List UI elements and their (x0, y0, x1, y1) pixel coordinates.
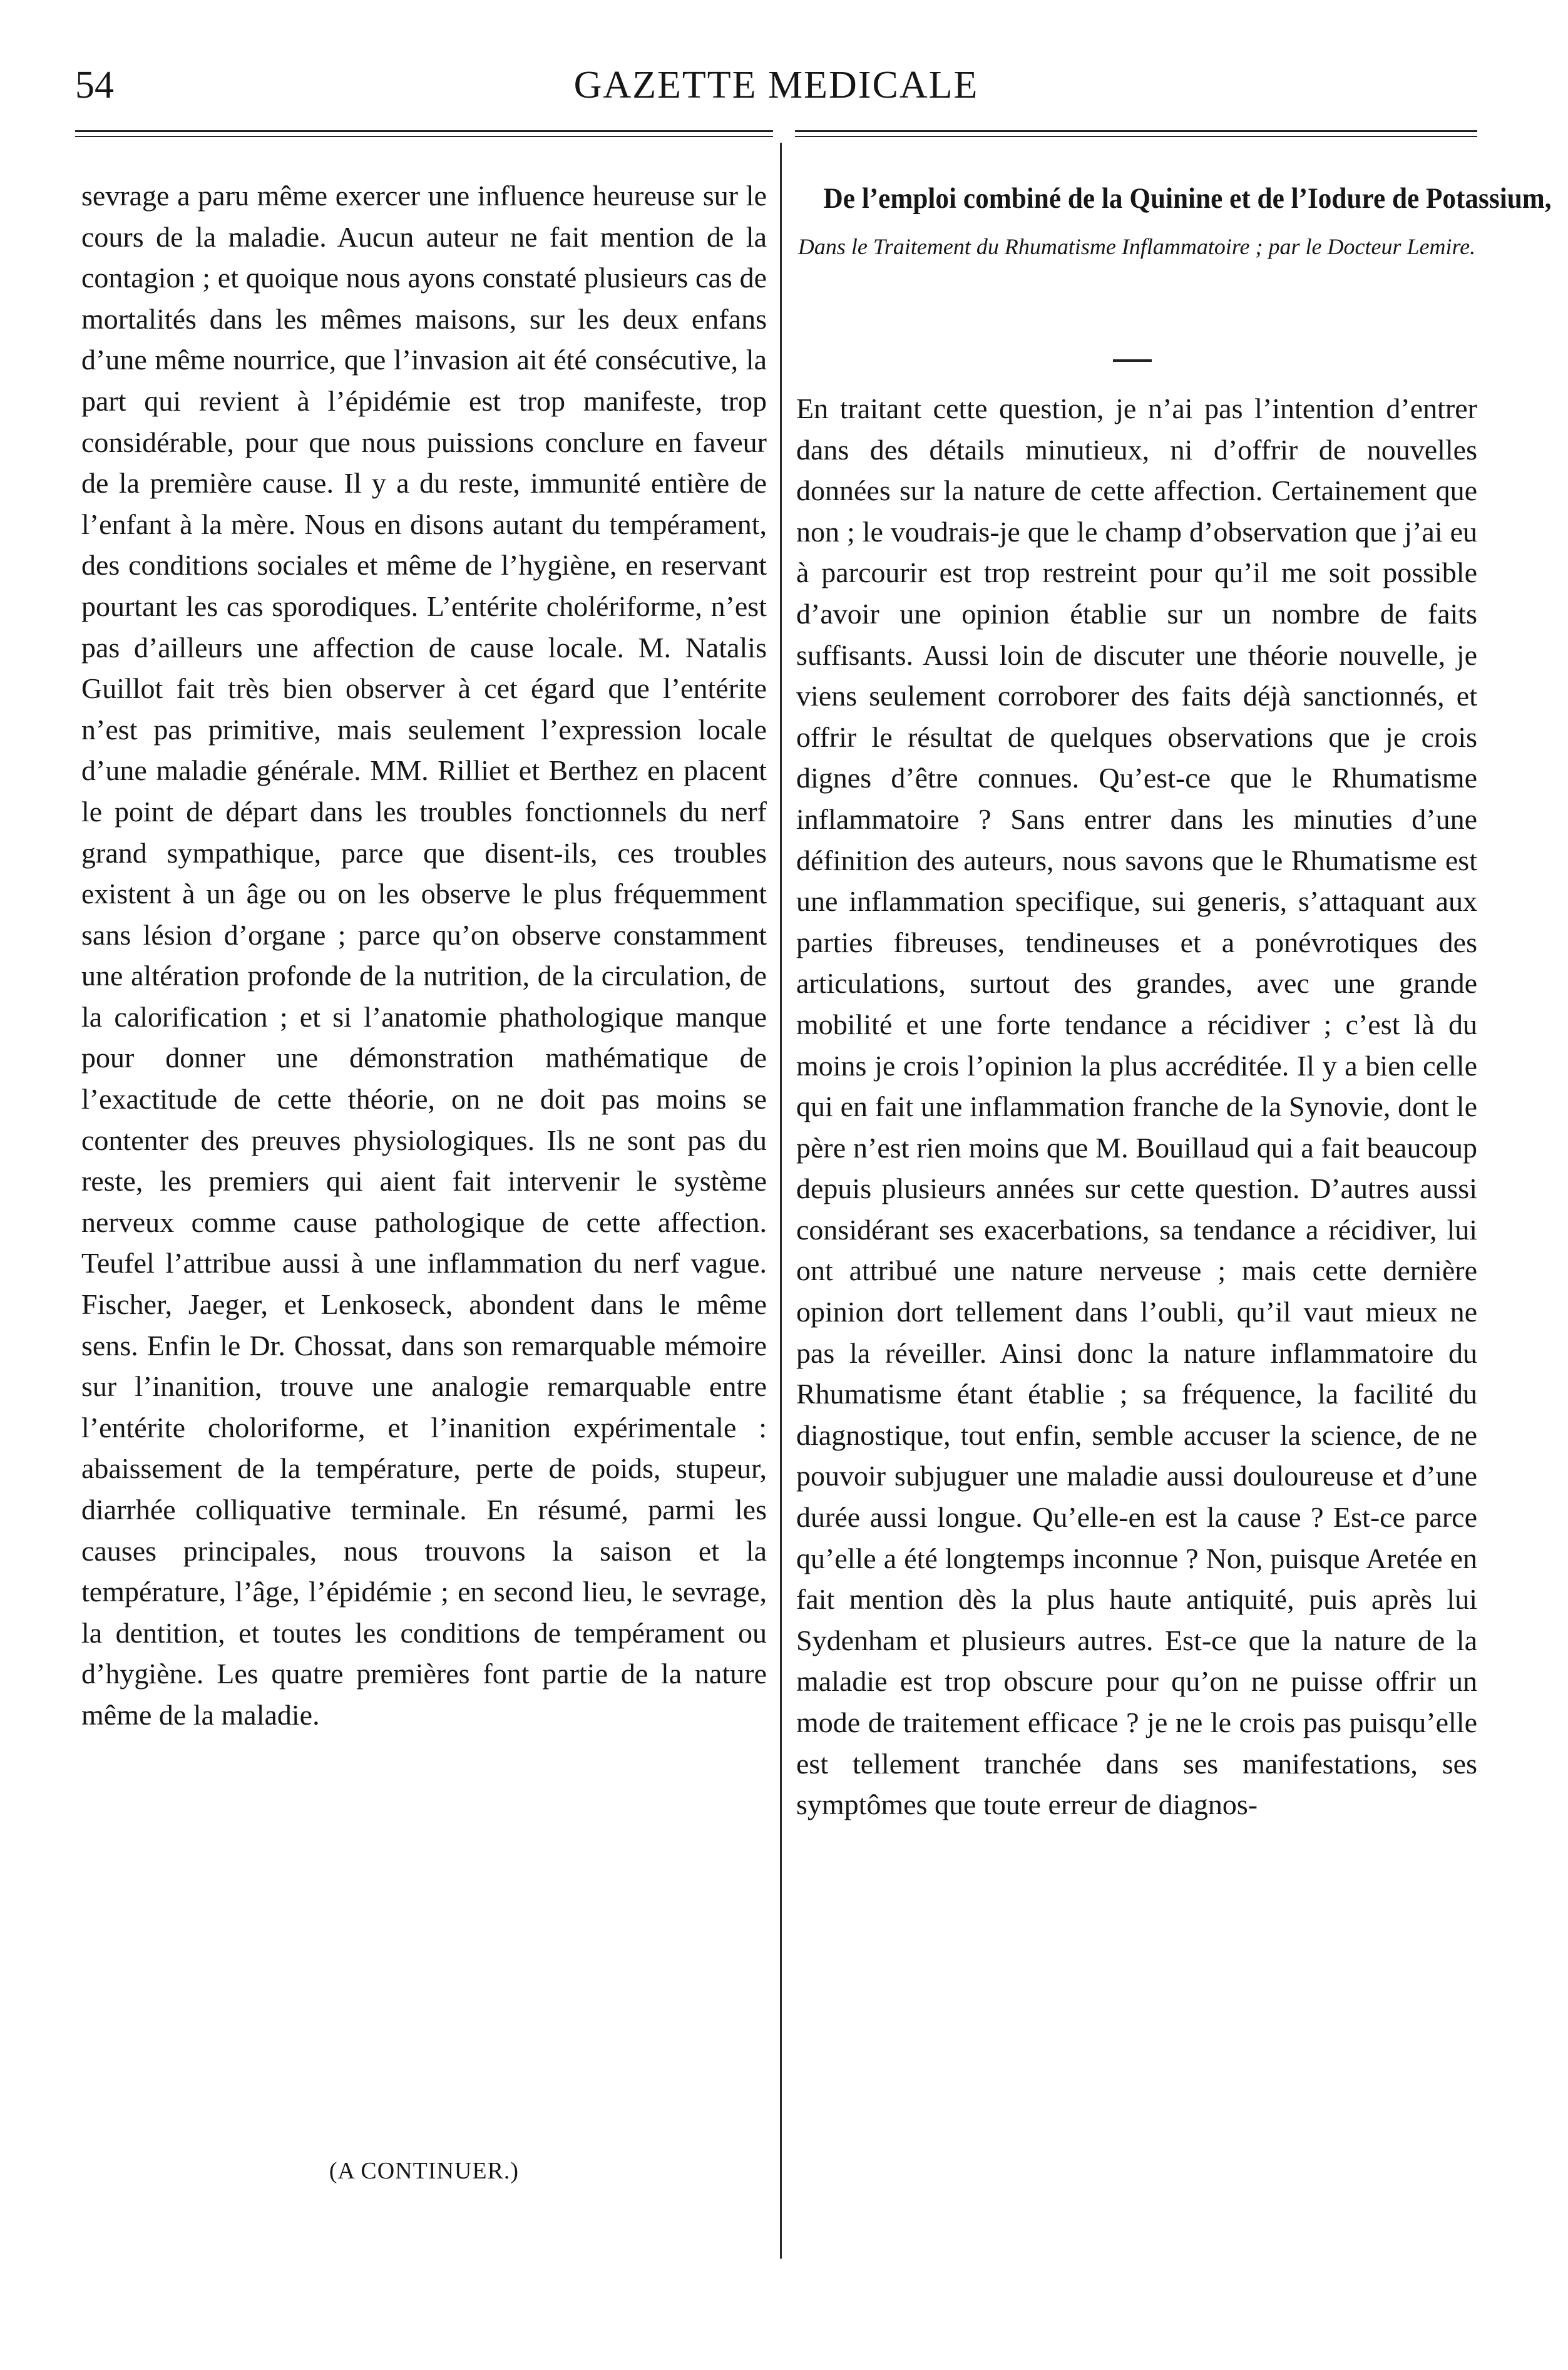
continuation-note: (A CONTINUER.) (329, 2158, 520, 2184)
title-separator (1113, 359, 1152, 362)
header-rule-right (795, 130, 1477, 137)
column-divider (780, 143, 782, 2259)
article-subtitle: Dans le Traitement du Rhumatisme Inflammatoire ; par le Docteur Lemire. (797, 234, 1476, 259)
header-rule-left (75, 130, 773, 137)
right-column-text: En traitant cette question, je n’ai pas l’intention d’entrer dans des détails minutieux, ni d’offrir de nouvelles données sur la nature de cette affection. Certainement que non ; le voudrais-je que le champ d’observation que j’ai eu à parcourir est trop restreint pour qu’il me soit possible d’avoir une opinion établie sur un nombre de faits suffisants. Aussi loin de discuter une théorie nouvelle, je viens seulement corroborer des faits déjà sanctionnés, et offrir le résultat de quelques observations que je crois dignes d’être connues. Qu’est-ce que le Rhumatisme inflammatoire ? Sans entrer dans les minuties d’une définition des auteurs, nous savons que le Rhumatisme est une inflammation specifique, sui generis, s’attaquant aux parties fibreuses, tendineuses et a ponévrotiques des articulations, surtout des grandes, avec une grande mobilité et une forte tendance a récidiver ; c’est là du moins je crois l’opinion la plus accréditée. Il y a bien celle qui en fait une inflammation franche de la Synovie, dont le père n’est rien moins que M. Bouillaud qui a fait beaucoup depuis plusieurs années sur cette question. D’autres aussi considérant ses exacerbations, sa tendance a récidiver, lui ont attribué une nature nerveuse ; mais cette dernière opinion dort tellement dans l’oubli, qu’il vaut mieux ne pas la réveiller. Ainsi donc la nature inflammatoire du Rhumatisme étant établie ; sa fréquence, la facilité du diagnostique, tout enfin, semble accuser la science, de ne pouvoir subjuguer une maladie aussi douloureuse et d’une durée aussi longue. Qu’elle-en est la cause ? Est-ce parce qu’elle a été longtemps inconnue ? Non, puisque Aretée en fait mention dès la plus haute antiquité, puis après lui Sydenham et plusieurs autres. Est-ce que la nature de la maladie est trop obscure pour qu’on ne puisse offrir un mode de traitement efficace ? je ne le crois pas puisqu’elle est tellement tranchée dans ses manifestations, ses symptômes que toute erreur de diagnos- (796, 392, 1477, 1821)
journal-title: GAZETTE MEDICALE (573, 64, 979, 106)
page-header (75, 60, 1477, 110)
article-title: De l’emploi combiné de la Quinine et de l’Iodure de Potassium, (823, 182, 1552, 215)
right-column (796, 388, 1477, 1825)
page-number: 54 (75, 64, 114, 106)
left-column (81, 175, 767, 1736)
left-column-text: sevrage a paru même exercer une influence heureuse sur le cours de la maladie. Aucun auteur ne fait mention de la contagion ; et quoique nous ayons constaté plusieurs cas de mortalités dans les mêmes maisons, sur les deux enfans d’une même nourrice, que l’invasion ait été consécutive, la part qui revient à l’épidémie est trop manifeste, trop considérable, pour que nous puissions conclure en faveur de la première cause. Il y a du reste, immunité entière de l’enfant à la mère. Nous en disons autant du tempérament, des conditions sociales et même de l’hygiène, en reservant pourtant les cas sporodiques. L’entérite cholériforme, n’est pas d’ailleurs une affection de cause locale. M. Natalis Guillot fait très bien observer à cet égard que l’entérite n’est pas primitive, mais seulement l’expression locale d’une maladie générale. MM. Rilliet et Berthez en placent le point de départ dans les troubles fonctionnels du nerf grand sympathique, parce que disent-ils, ces troubles existent à un âge ou on les observe le plus fréquemment sans lésion d’organe ; parce qu’on observe constamment une altération profonde de la nutrition, de la circulation, de la calorification ; et si l’anatomie phathologique manque pour donner une démonstration mathématique de l’exactitude de cette théorie, on ne doit pas moins se contenter des preuves physiologiques. Ils ne sont pas du reste, les premiers qui aient fait intervenir le système nerveux comme cause pathologique de cette affection. Teufel l’attribue aussi à une inflammation du nerf vague. Fischer, Jaeger, et Lenkoseck, abondent dans le même sens. Enfin le Dr. Chossat, dans son remarquable mémoire sur l’inanition, trouve une analogie remarquable entre l’entérite choloriforme, et l’inanition expérimentale : abaissement de la température, perte de poids, stupeur, diarrhée colliquative terminale. En résumé, parmi les causes principales, nous trouvons la saison et la température, l’âge, l’épidémie ; en second lieu, le sevrage, la dentition, et toutes les conditions de tempérament ou d’hygiène. Les quatre premières font partie de la nature même de la maladie. (81, 180, 767, 1731)
